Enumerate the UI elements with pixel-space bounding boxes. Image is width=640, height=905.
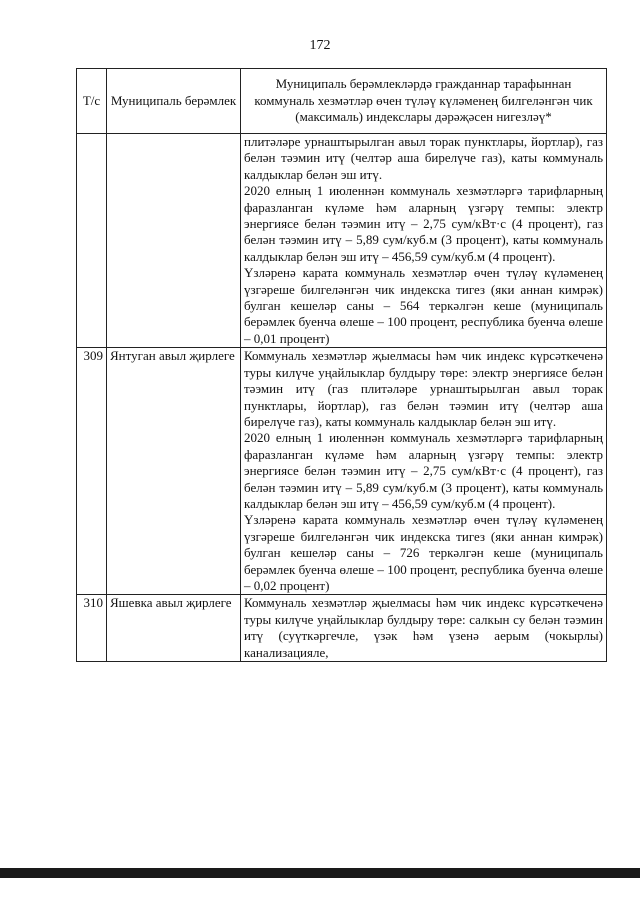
- table-row: [77, 134, 607, 348]
- justification-paragraph: Үзләренә карата коммуналь хезмәтләр өчен түләү күләменең үзгәреше билгеләнгән чик индекска тигез (яки аннан кимрәк) булган кешеләр саны – 564 теркәлгән кеше (муниципаль берәмлек буенча өлеше – 100 процент, республика буенча өлеше – 0,01 процент): [244, 265, 603, 346]
- justification-cell: [241, 595, 607, 662]
- header-justification: Муниципаль берәмлекләрдә гражданнар тарафыннан коммуналь хезмәтләр өчен түләү күләменең билгеләнгән чик (максималь) индекслары дәрәҗәсен нигезләү*: [241, 69, 607, 134]
- justification-cell: [241, 134, 607, 348]
- municipality-name: Янтуган авыл җирлеге: [107, 348, 241, 595]
- indices-table: [76, 68, 607, 662]
- scan-edge-bar: [0, 868, 640, 878]
- justification-paragraph: 2020 елның 1 июленнән коммуналь хезмәтләргә тарифларның фаразланган күләме һәм аларның үзгәрү темпы: электр энергиясе белән тәэмин итү – 2,75 сум/кВт·с (4 процент), газ белән тәэмин итү – 5,89 сум/куб.м (3 процент), каты коммуналь калдыклар белән эш итү – 456,59 сум/куб.м (4 процент).: [244, 430, 603, 511]
- justification-paragraph: 2020 елның 1 июленнән коммуналь хезмәтләргә тарифларның фаразланган күләме һәм аларның үзгәрү темпы: электр энергиясе белән тәэмин итү – 2,75 сум/кВт·с (4 процент), газ белән тәэмин итү – 5,89 сум/куб.м (3 процент), каты коммуналь калдыклар белән эш итү – 456,59 сум/куб.м (4 процент).: [244, 183, 603, 264]
- row-number: [77, 134, 107, 348]
- page-number: 172: [309, 38, 331, 53]
- row-number: 309: [77, 348, 107, 595]
- header-municipality: Муниципаль берәмлек: [107, 69, 241, 134]
- justification-paragraph: Коммуналь хезмәтләр җыелмасы һәм чик индекс күрсәткеченә туры килүче уңайлыклар булдыру төре: салкын су белән тәэмин итү (суүткәргечле, үзәк һәм үзенә аерым (чокырлы) канализацияле,: [244, 595, 603, 660]
- table-row: [77, 348, 607, 595]
- header-serial-number: Т/с: [77, 69, 107, 134]
- row-number: 310: [77, 595, 107, 662]
- justification-paragraph: Үзләренә карата коммуналь хезмәтләр өчен түләү күләменең үзгәреше билгеләнгән чик индекска тигез (яки аннан кимрәк) булган кешеләр саны – 726 теркәлгән кеше (муниципаль берәмлек буенча өлеше – 100 процент, республика буенча өлеше – 0,02 процент): [244, 512, 603, 593]
- municipality-name: [107, 134, 241, 348]
- table-row: [77, 595, 607, 662]
- municipality-name: Яшевка авыл җирлеге: [107, 595, 241, 662]
- justification-paragraph: Коммуналь хезмәтләр җыелмасы һәм чик индекс күрсәткеченә туры килүче уңайлыклар булдыру төре: электр энергиясе белән тәэмин итү (газ плитәләре урнаштырылган авыл торак пунктлары, йортлар), газ белән тәэмин итү (челтәр аша бирелүче газ), каты коммуналь калдыклар белән эш итү.: [244, 348, 603, 429]
- justification-cell: [241, 348, 607, 595]
- table-header-row: [77, 69, 607, 134]
- justification-paragraph: плитәләре урнаштырылган авыл торак пунктлары, йортлар), газ белән тәэмин итү (челтәр аша бирелүче газ), каты коммуналь калдыклар белән эш итү.: [244, 134, 603, 182]
